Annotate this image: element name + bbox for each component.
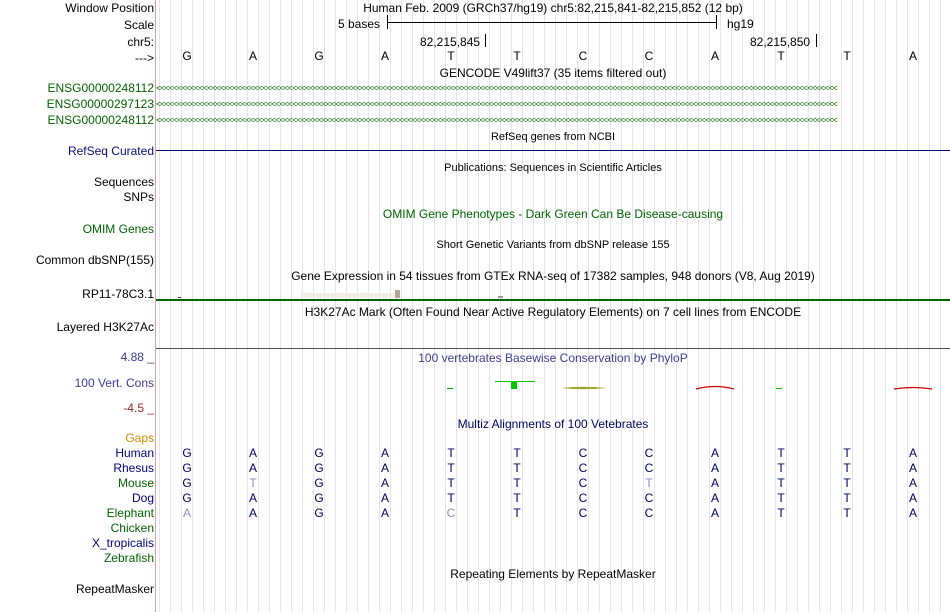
alignment-base: A: [908, 491, 917, 505]
species-label[interactable]: Zebrafish: [103, 551, 154, 565]
alignment-base: A: [380, 446, 389, 460]
alignment-base: T: [447, 491, 455, 505]
alignment-base: G: [182, 446, 192, 460]
alignment-base: G: [182, 461, 192, 475]
species-label[interactable]: Elephant: [106, 506, 154, 520]
omim-track-title: OMIM Gene Phenotypes - Dark Green Can Be Disease-causing: [382, 207, 724, 221]
alignment-base: A: [710, 476, 719, 490]
phylop-bar: [495, 381, 535, 382]
pubs-label-sequences[interactable]: Sequences: [93, 175, 154, 189]
ruler-base: T: [777, 49, 785, 63]
phylop-label[interactable]: 100 Vert. Cons: [74, 376, 154, 390]
refseq-label[interactable]: RefSeq Curated: [67, 144, 154, 158]
refseq-track-title: RefSeq genes from NCBI: [490, 131, 616, 143]
alignment-base: A: [380, 461, 389, 475]
phylop-bar: [894, 388, 932, 390]
alignment-base: A: [380, 506, 389, 520]
alignment-base: G: [314, 491, 324, 505]
h3k27ac-track-title: H3K27Ac Mark (Often Found Near Active Regulatory Elements) on 7 cell lines from ENCODE: [304, 305, 802, 319]
gene-label-1[interactable]: ENSG00000248112: [47, 81, 154, 95]
dbsnp-label[interactable]: Common dbSNP(155): [35, 253, 154, 267]
ruler-base: T: [843, 49, 851, 63]
dbsnp-track-title: Short Genetic Variants from dbSNP release 155: [436, 239, 670, 251]
ruler-base: A: [710, 49, 719, 63]
alignment-base: T: [645, 476, 653, 490]
ruler-base: A: [248, 49, 257, 63]
phylop-bar: [563, 387, 605, 389]
alignment-base: T: [777, 491, 785, 505]
ruler-base: T: [447, 49, 455, 63]
alignment-base: A: [380, 491, 389, 505]
scale-bases-text: 5 bases: [338, 17, 381, 31]
assembly-text: hg19: [727, 17, 754, 31]
alignment-base: T: [513, 446, 521, 460]
pubs-label-snps[interactable]: SNPs: [123, 190, 154, 204]
alignment-base: T: [777, 506, 785, 520]
gene-strand-arrows: <<<<<<<<<<<<<<<<<<<<<<<<<<<<<<<<<<<<<<<<<<<<<<<<<<<<<<<<<<<<<<<<<<<<<<<<<<<<<<<<<<<<<<<<<<<<<<<<<<<<<<<<<<<<<<<<<<<<<<<<<<<<<<<<<<<<<<<<<<<<<<<<<<<<<<<<<<<<<<<<: [156, 116, 837, 125]
alignment-base: A: [908, 461, 917, 475]
alignment-base: G: [314, 476, 324, 490]
alignment-base: C: [446, 506, 456, 520]
alignment-base: T: [513, 461, 521, 475]
phylop-bar: [776, 388, 782, 389]
gencode-track-title: GENCODE V49lift37 (35 items filtered out): [439, 66, 667, 80]
alignment-base: T: [513, 506, 521, 520]
alignment-base: G: [314, 461, 324, 475]
pubs-track-title: Publications: Sequences in Scientific Articles: [444, 162, 662, 174]
coordinate-tick-1: 82,215,845: [420, 35, 481, 49]
alignment-base: A: [710, 506, 719, 520]
alignment-base: A: [380, 476, 389, 490]
alignment-base: G: [314, 446, 324, 460]
phylop-bar: [696, 387, 734, 390]
alignment-base: A: [908, 476, 917, 490]
alignment-base: C: [578, 491, 588, 505]
species-label[interactable]: Dog: [131, 491, 154, 505]
chr-label: chr5:: [127, 35, 154, 49]
alignment-base: C: [644, 446, 654, 460]
alignment-base: A: [248, 506, 257, 520]
alignment-base: G: [314, 506, 324, 520]
gene-strand-arrows: <<<<<<<<<<<<<<<<<<<<<<<<<<<<<<<<<<<<<<<<<<<<<<<<<<<<<<<<<<<<<<<<<<<<<<<<<<<<<<<<<<<<<<<<<<<<<<<<<<<<<<<<<<<<<<<<<<<<<<<<<<<<<<<<<<<<<<<<<<<<<<<<<<<<<<<<<<<<<<<<: [156, 100, 837, 109]
ruler-base: G: [314, 49, 324, 63]
phylop-bar: [447, 388, 453, 389]
species-label[interactable]: Mouse: [117, 476, 154, 490]
phylop-bar: [511, 382, 517, 389]
alignment-base: A: [908, 506, 917, 520]
alignment-base: A: [248, 461, 257, 475]
alignment-base: T: [843, 461, 851, 475]
alignment-base: A: [710, 446, 719, 460]
window-position-text: Human Feb. 2009 (GRCh37/hg19) chr5:82,215,841-82,215,852 (12 bp): [363, 1, 743, 15]
alignment-base: T: [447, 446, 455, 460]
alignment-base: C: [578, 506, 588, 520]
alignment-base: A: [248, 491, 257, 505]
alignment-base: C: [578, 476, 588, 490]
alignment-base: T: [513, 476, 521, 490]
h3k27ac-label[interactable]: Layered H3K27Ac: [56, 320, 154, 334]
coordinate-tick-2: 82,215,850: [750, 35, 811, 49]
alignment-base: T: [777, 446, 785, 460]
ruler-base: C: [644, 49, 654, 63]
species-label[interactable]: Chicken: [110, 521, 154, 535]
alignment-base: A: [182, 506, 191, 520]
phylop-max: 4.88 _: [120, 350, 154, 364]
window-position-label: Window Position: [65, 1, 154, 15]
ruler-base: T: [513, 49, 521, 63]
phylop-track-title: 100 vertebrates Basewise Conservation by PhyloP: [418, 351, 688, 365]
repeatmasker-label[interactable]: RepeatMasker: [75, 582, 154, 596]
alignment-base: T: [513, 491, 521, 505]
gtex-label[interactable]: RP11-78C3.1: [82, 287, 154, 301]
alignment-base: T: [447, 461, 455, 475]
alignment-base: A: [248, 446, 257, 460]
gene-label-2[interactable]: ENSG00000297123: [46, 97, 154, 111]
gene-label-3[interactable]: ENSG00000248112: [47, 113, 154, 127]
alignment-base: G: [182, 476, 192, 490]
gene-strand-arrows: <<<<<<<<<<<<<<<<<<<<<<<<<<<<<<<<<<<<<<<<<<<<<<<<<<<<<<<<<<<<<<<<<<<<<<<<<<<<<<<<<<<<<<<<<<<<<<<<<<<<<<<<<<<<<<<<<<<<<<<<<<<<<<<<<<<<<<<<<<<<<<<<<<<<<<<<<<<<<<<<: [156, 84, 837, 93]
alignment-base: C: [644, 461, 654, 475]
omim-label[interactable]: OMIM Genes: [82, 222, 154, 236]
alignment-base: C: [578, 461, 588, 475]
alignment-base: T: [249, 476, 257, 490]
alignment-base: A: [710, 461, 719, 475]
gtex-track-title: Gene Expression in 54 tissues from GTEx RNA-seq of 17382 samples, 948 donors (V8, Aug 2019): [291, 269, 815, 283]
alignment-base: T: [777, 461, 785, 475]
alignment-base: C: [578, 446, 588, 460]
alignment-base: C: [644, 491, 654, 505]
species-label[interactable]: Rhesus: [113, 461, 154, 475]
alignment-base: T: [777, 476, 785, 490]
phylop-min: -4.5 _: [123, 401, 154, 415]
alignment-base: T: [843, 491, 851, 505]
strand-arrow-label[interactable]: --->: [135, 51, 154, 65]
species-label[interactable]: Human: [115, 446, 154, 460]
ruler-base: G: [182, 49, 192, 63]
species-label[interactable]: X_tropicalis: [91, 536, 154, 550]
gaps-label: Gaps: [125, 431, 154, 445]
repeatmasker-track-title: Repeating Elements by RepeatMasker: [450, 567, 656, 581]
alignment-base: T: [843, 446, 851, 460]
alignment-base: A: [908, 446, 917, 460]
alignment-base: T: [843, 476, 851, 490]
multiz-track-title: Multiz Alignments of 100 Vetebrates: [457, 417, 649, 431]
ruler-base: C: [578, 49, 588, 63]
ruler-base: A: [380, 49, 389, 63]
alignment-base: C: [644, 506, 654, 520]
scale-label: Scale: [123, 18, 154, 32]
alignment-base: G: [182, 491, 192, 505]
ruler-base: A: [908, 49, 917, 63]
alignment-base: A: [710, 491, 719, 505]
alignment-base: T: [447, 476, 455, 490]
alignment-base: T: [843, 506, 851, 520]
